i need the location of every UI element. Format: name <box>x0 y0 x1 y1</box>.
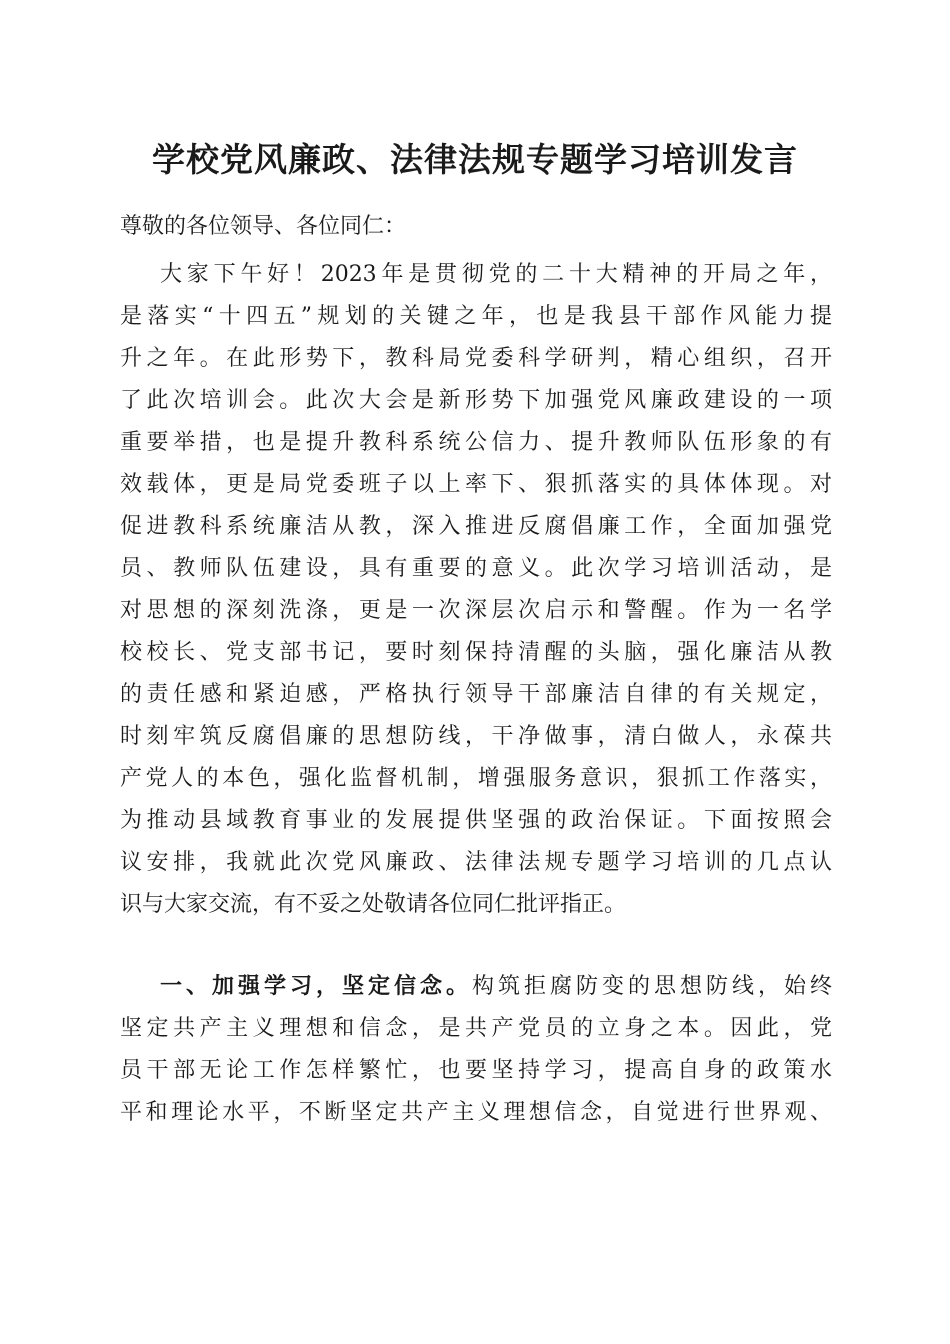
section-one-heading: 一、加强学习，坚定信念。 <box>160 974 472 999</box>
paragraph-line: 员、教师队伍建设，具有重要的意义。此次学习培训活动，是 <box>120 556 832 581</box>
paragraph-line: 促进教科系统廉洁从教，深入推进反腐倡廉工作，全面加强党 <box>120 514 832 539</box>
paragraph-line: 产党人的本色，强化监督机制，增强服务意识，狠抓工作落实， <box>120 766 832 791</box>
salutation: 尊敬的各位领导、各位同仁： <box>120 214 407 239</box>
paragraph-line: 为推动县域教育事业的发展提供坚强的政治保证。下面按照会 <box>120 808 832 833</box>
paragraph-line: 升之年。在此形势下，教科局党委科学研判，精心组织，召开 <box>120 346 832 371</box>
paragraph-line: 重要举措，也是提升教科系统公信力、提升教师队伍形象的有 <box>120 430 832 455</box>
section-one-first-line: 构筑拒腐防变的思想防线，始终 <box>472 974 832 999</box>
paragraph-line: 效载体，更是局党委班子以上率下、狠抓落实的具体体现。对 <box>120 472 832 497</box>
intro-paragraph <box>120 254 832 926</box>
paragraph-line: 坚定共产主义理想和信念，是共产党员的立身之本。因此，党 <box>120 1016 832 1041</box>
paragraph-line: 是落实“十四五”规划的关键之年，也是我县干部作风能力提 <box>120 304 832 329</box>
paragraph-line: 了此次培训会。此次大会是新形势下加强党风廉政建设的一项 <box>120 388 832 413</box>
paragraph-line: 平和理论水平，不断坚定共产主义理想信念，自觉进行世界观、 <box>120 1100 832 1125</box>
section-one-paragraph <box>120 966 832 1134</box>
paragraph-line: 大家下午好！2023年是贯彻党的二十大精神的开局之年， <box>160 262 832 287</box>
paragraph-line: 识与大家交流，有不妥之处敬请各位同仁批评指正。 <box>120 892 627 917</box>
paragraph-line: 议安排，我就此次党风廉政、法律法规专题学习培训的几点认 <box>120 850 832 875</box>
paragraph-line: 的责任感和紧迫感，严格执行领导干部廉洁自律的有关规定， <box>120 682 832 707</box>
paragraph-line: 校校长、党支部书记，要时刻保持清醒的头脑，强化廉洁从教 <box>120 640 832 665</box>
paragraph-line: 对思想的深刻洗涤，更是一次深层次启示和警醒。作为一名学 <box>120 598 832 623</box>
document-title: 学校党风廉政、法律法规专题学习培训发言 <box>152 140 798 179</box>
paragraph-line: 时刻牢筑反腐倡廉的思想防线，干净做事，清白做人，永葆共 <box>120 724 832 749</box>
paragraph-line: 员干部无论工作怎样繁忙，也要坚持学习，提高自身的政策水 <box>120 1058 832 1083</box>
paragraph-line <box>120 966 832 1008</box>
